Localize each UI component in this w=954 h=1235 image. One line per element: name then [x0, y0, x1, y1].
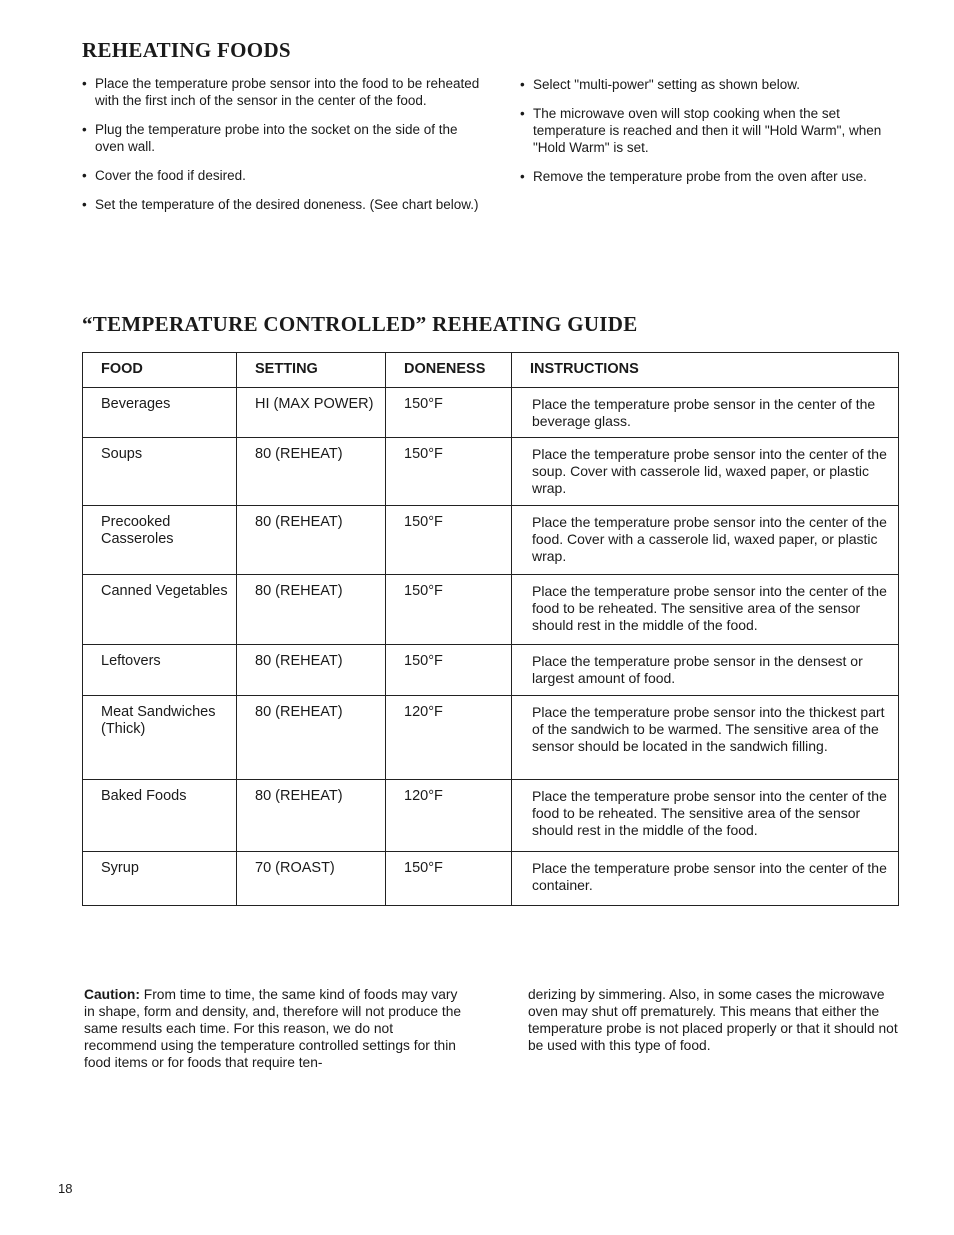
food-cell: Leftovers — [83, 645, 237, 696]
column-header-setting: SETTING — [237, 353, 386, 388]
food-cell: Soups — [83, 438, 237, 506]
bullet-item: • Cover the food if desired. — [82, 167, 482, 184]
bullet-item: • Set the temperature of the desired doneness. (See chart below.) — [82, 196, 482, 213]
doneness-cell: 120°F — [386, 780, 512, 852]
table-row — [83, 506, 899, 575]
caution-label: Caution: — [84, 987, 140, 1002]
doneness-cell: 150°F — [386, 852, 512, 906]
caution-paragraph-left — [84, 986, 464, 1071]
page-number: 18 — [58, 1181, 73, 1196]
table-row — [83, 388, 899, 438]
table-row — [83, 852, 899, 906]
reheating-guide-table — [82, 352, 899, 906]
reheating-steps-left — [82, 75, 482, 225]
setting-cell: 70 (ROAST) — [237, 852, 386, 906]
bullet-item: • Plug the temperature probe into the socket on the side of the oven wall. — [82, 121, 482, 155]
setting-cell: 80 (REHEAT) — [237, 438, 386, 506]
column-header-food: FOOD — [83, 353, 237, 388]
setting-cell: 80 (REHEAT) — [237, 575, 386, 645]
instructions-cell: Place the temperature probe sensor into the center of the container. — [512, 852, 899, 906]
caution-text: From time to time, the same kind of foods may vary in shape, form and density, and, therefore will not produce the same results each time. For this reason, we do not recommend using the temperature controlled settings for thin food items or for foods that require ten- — [84, 987, 462, 1070]
setting-cell: 80 (REHEAT) — [237, 696, 386, 780]
reheating-steps-right — [520, 76, 912, 197]
doneness-cell: 150°F — [386, 506, 512, 575]
caution-paragraph-right: derizing by simmering. Also, in some cases the microwave oven may shut off prematurely. This means that either the temperature probe is not placed properly or that it should not be used with this type of food. — [528, 987, 898, 1053]
instructions-cell: Place the temperature probe sensor in the densest or largest amount of food. — [512, 645, 899, 696]
doneness-cell: 150°F — [386, 645, 512, 696]
instructions-cell: Place the temperature probe sensor into the center of the food to be reheated. The sensitive area of the sensor should rest in the middle of the food. — [512, 575, 899, 645]
table-row — [83, 575, 899, 645]
column-header-instructions: INSTRUCTIONS — [512, 353, 899, 388]
instructions-cell: Place the temperature probe sensor into the center of the food. Cover with a casserole lid, waxed paper, or plastic wrap. — [512, 506, 899, 575]
doneness-cell: 150°F — [386, 575, 512, 645]
column-header-doneness: DONENESS — [386, 353, 512, 388]
section-title-reheating-foods: REHEATING FOODS — [82, 38, 291, 62]
doneness-cell: 150°F — [386, 438, 512, 506]
doneness-cell: 120°F — [386, 696, 512, 780]
instructions-cell: Place the temperature probe sensor into the center of the food to be reheated. The sensitive area of the sensor should rest in the middle of the food. — [512, 780, 899, 852]
food-cell: Baked Foods — [83, 780, 237, 852]
table-row — [83, 780, 899, 852]
food-cell: Syrup — [83, 852, 237, 906]
food-cell: Canned Vegetables — [83, 575, 237, 645]
bullet-item: • The microwave oven will stop cooking when the set temperature is reached and then it will "Hold Warm", when "Hold Warm" is set. — [520, 105, 912, 156]
bullet-item: • Place the temperature probe sensor into the food to be reheated with the first inch of the sensor in the center of the food. — [82, 75, 482, 109]
table-row — [83, 438, 899, 506]
bullet-item: • Select "multi-power" setting as shown below. — [520, 76, 912, 93]
section-title-reheating-guide: “TEMPERATURE CONTROLLED” REHEATING GUIDE — [82, 312, 638, 336]
setting-cell: HI (MAX POWER) — [237, 388, 386, 438]
setting-cell: 80 (REHEAT) — [237, 506, 386, 575]
setting-cell: 80 (REHEAT) — [237, 780, 386, 852]
bullet-item: • Remove the temperature probe from the oven after use. — [520, 168, 912, 185]
food-cell: Beverages — [83, 388, 237, 438]
doneness-cell: 150°F — [386, 388, 512, 438]
table-row — [83, 645, 899, 696]
table-header-row — [83, 353, 899, 388]
food-cell: Precooked Casseroles — [83, 506, 237, 575]
food-cell: Meat Sandwiches (Thick) — [83, 696, 237, 780]
instructions-cell: Place the temperature probe sensor into the thickest part of the sandwich to be warmed. The sensitive area of the sensor should be located in the sandwich filling. — [512, 696, 899, 780]
instructions-cell: Place the temperature probe sensor into the center of the soup. Cover with casserole lid, waxed paper, or plastic wrap. — [512, 438, 899, 506]
table-row — [83, 696, 899, 780]
instructions-cell: Place the temperature probe sensor in the center of the beverage glass. — [512, 388, 899, 438]
setting-cell: 80 (REHEAT) — [237, 645, 386, 696]
